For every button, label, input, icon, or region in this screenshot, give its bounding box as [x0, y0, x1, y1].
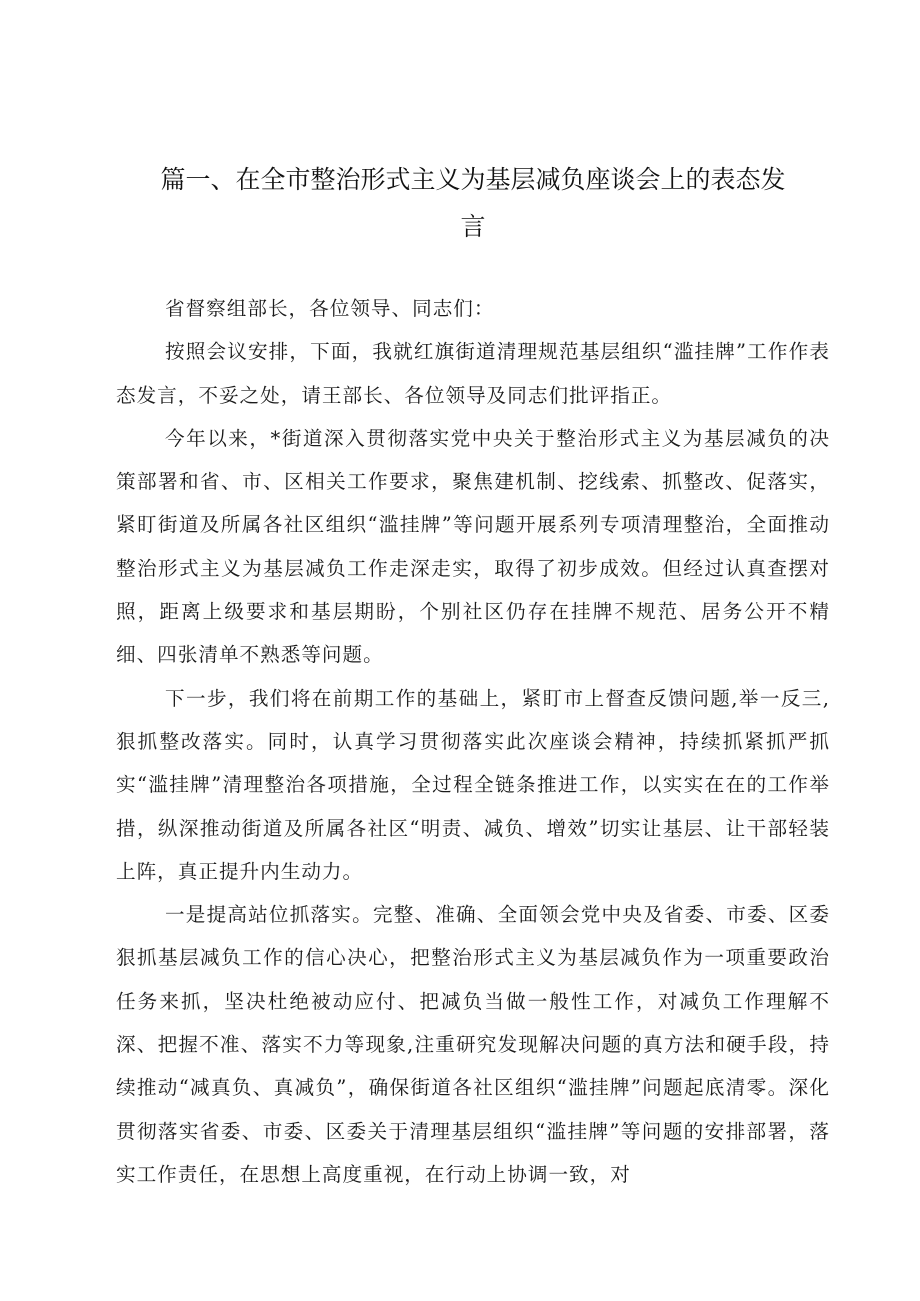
title-line-1: 篇一、在全市整治形式主义为基层减负座谈会上的表态发 [160, 165, 786, 194]
document-title [115, 156, 831, 250]
title-line-2: 言 [460, 212, 486, 241]
document-body [116, 287, 830, 1196]
paragraph-3: 下一步，我们将在前期工作的基础上，紧盯市上督查反馈问题,举一反三,狠抓整改落实。同时，认真学习贯彻落实此次座谈会精神，持续抓紧抓严抓实“滥挂牌”清理整治各项措施，全过程全链条推进工作，以实实在在的工作举措，纵深推动街道及所属各社区“明责、减负、增效”切实让基层、让干部轻装上阵，真正提升内生动力。 [116, 686, 830, 883]
paragraph-4: 一是提高站位抓落实。完整、准确、全面领会党中央及省委、市委、区委狠抓基层减负工作的信心决心，把整治形式主义为基层减负作为一项重要政治任务来抓，坚决杜绝被动应付、把减负当做一般性工作，对减负工作理解不深、把握不准、落实不力等现象,注重研究发现解决问题的真方法和硬手段，持续推动“减真负、真减负”，确保街道各社区组织“滥挂牌”问题起底清零。深化贯彻落实省委、市委、区委关于清理基层组织“滥挂牌”等问题的安排部署，落实工作责任，在思想上高度重视，在行动上协调一致，对 [116, 903, 830, 1186]
salutation: 省督察组部长，各位领导、同志们： [165, 297, 495, 320]
paragraph-1: 按照会议安排，下面，我就红旗街道清理规范基层组织“滥挂牌”工作作表态发言，不妥之处，请王部长、各位领导及同志们批评指正。 [116, 340, 830, 407]
paragraph-2: 今年以来，*街道深入贯彻落实党中央关于整治形式主义为基层减负的决策部署和省、市、区相关工作要求，聚焦建机制、挖线索、抓整改、促落实，紧盯街道及所属各社区组织“滥挂牌”等问题开展系列专项清理整治，全面推动整治形式主义为基层减负工作走深走实，取得了初步成效。但经过认真查摆对照，距离上级要求和基层期盼，个别社区仍存在挂牌不规范、居务公开不精细、四张清单不熟悉等问题。 [116, 426, 830, 667]
